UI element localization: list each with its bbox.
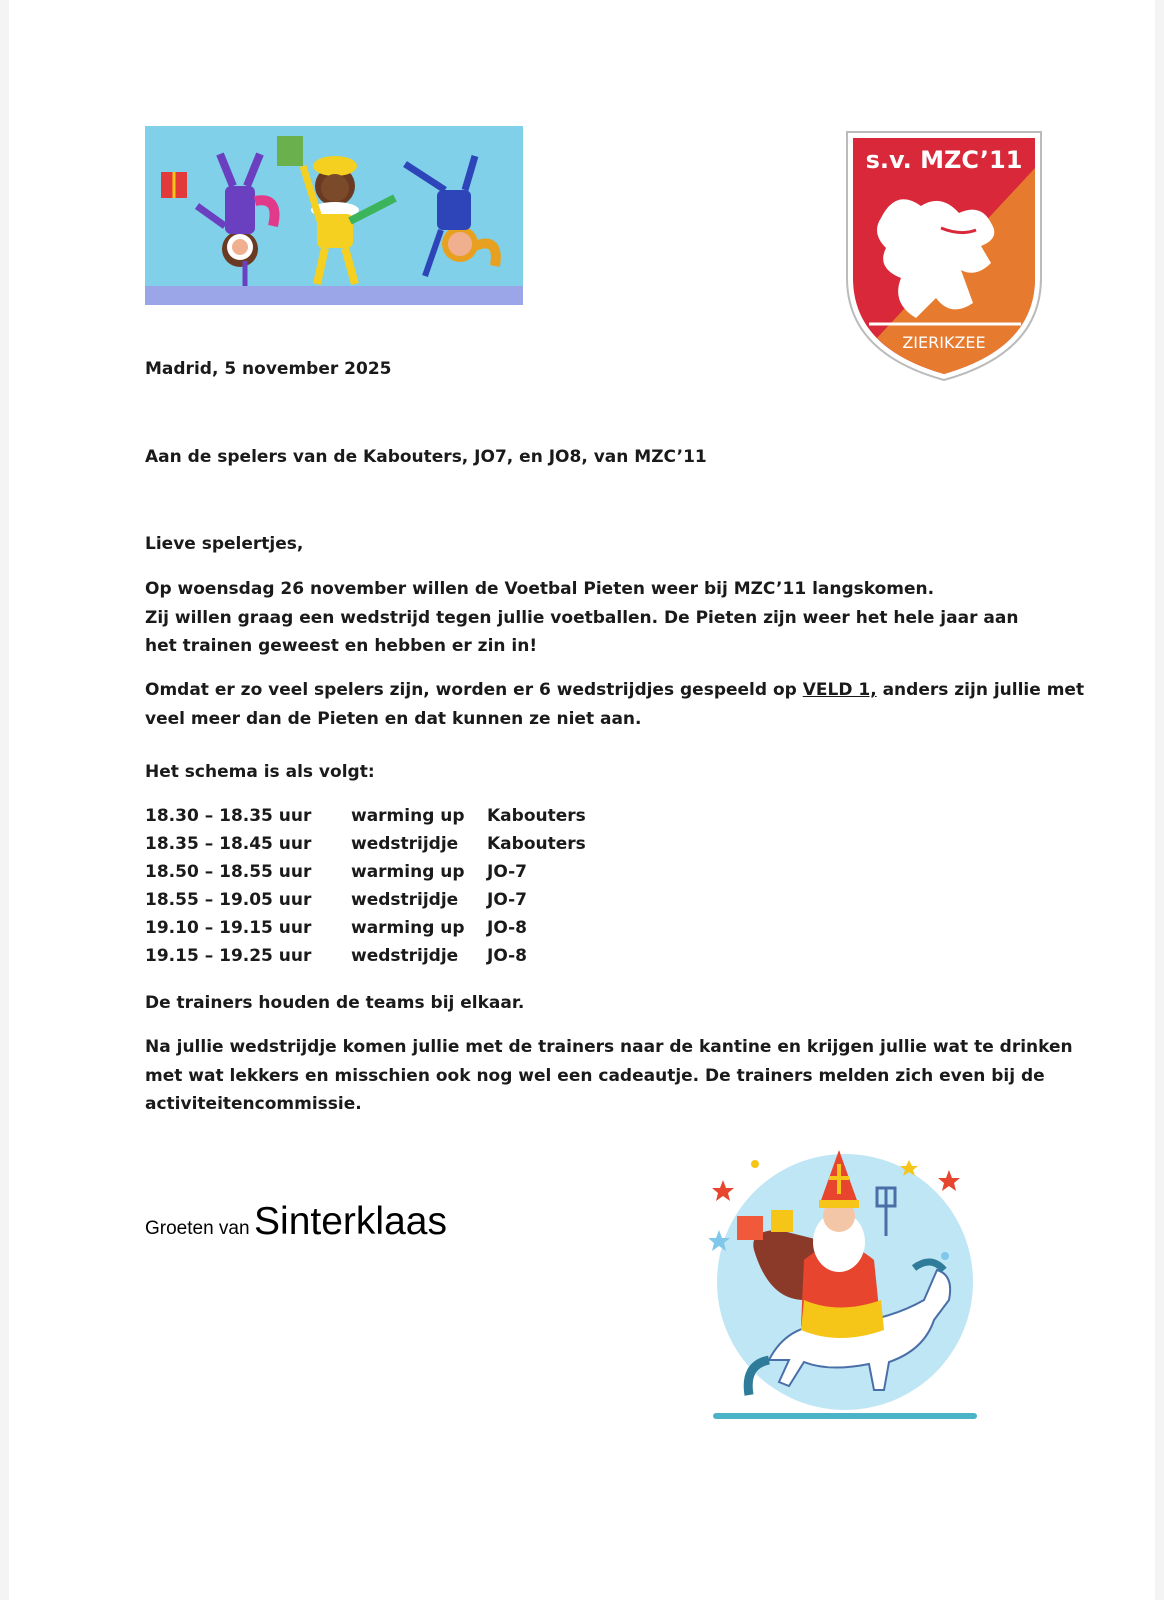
paragraph-canteen (145, 1033, 1073, 1119)
schedule-activity: warming up (351, 806, 465, 826)
schedule-activity: wedstrijdje (351, 834, 459, 854)
paragraph-visit-line: Zij willen graag een wedstrijd tegen jullie voetballen. De Pieten zijn weer het hele jaar aan (145, 607, 1019, 628)
signature-prefix: Groeten van (145, 1218, 250, 1239)
signature (145, 1200, 447, 1244)
place-date: Madrid, 5 november 2025 (145, 359, 392, 379)
schedule-time: 18.55 – 19.05 uur (145, 890, 312, 910)
greeting: Lieve spelertjes, (145, 534, 304, 554)
paragraph-visit-line: Op woensdag 26 november willen de Voetbal Pieten weer bij MZC’11 langskomen. (145, 579, 935, 599)
paragraph-visit-line: het trainen geweest en hebben er zin in! (145, 636, 538, 656)
schedule-time: 19.10 – 19.15 uur (145, 918, 312, 938)
trainers-note: De trainers houden de teams bij elkaar. (145, 993, 525, 1013)
paragraph-canteen-line: activiteitencommissie. (145, 1094, 362, 1114)
schedule-time: 18.50 – 18.55 uur (145, 862, 312, 882)
paragraph-field-line: veel meer dan de Pieten en dat kunnen ze niet aan. (145, 708, 642, 729)
schedule-team: JO-7 (487, 862, 527, 882)
paragraph-canteen-line: Na jullie wedstrijdje komen jullie met de trainers naar de kantine en krijgen jullie wat te drinken (145, 1037, 1073, 1057)
field-label: VELD 1, (802, 680, 877, 700)
schedule-activity: warming up (351, 862, 465, 882)
schedule-time: 18.30 – 18.35 uur (145, 806, 312, 826)
schedule-team: Kabouters (487, 806, 586, 826)
schedule-team: JO-8 (487, 946, 527, 966)
paragraph-field-text: anders zijn jullie met (876, 680, 1085, 700)
document-page (9, 0, 1155, 1600)
paragraph-visit (145, 575, 1018, 661)
paragraph-canteen-line: met wat lekkers en misschien ook nog wel een cadeautje. De trainers melden zich even bij de (145, 1065, 1045, 1086)
schedule-time: 18.35 – 18.45 uur (145, 834, 312, 854)
paragraph-field (145, 676, 1084, 733)
schedule-intro: Het schema is als volgt: (145, 762, 375, 782)
signature-name: Sinterklaas (254, 1200, 447, 1243)
schedule-team: JO-8 (487, 918, 527, 938)
logo-top-text: s.v. MZC’11 (865, 146, 1023, 174)
sinterklaas-image (709, 1150, 989, 1426)
paragraph-field-text: Omdat er zo veel spelers zijn, worden er 6 wedstrijdjes gespeeld op (145, 680, 803, 700)
schedule-activity: wedstrijdje (351, 890, 459, 910)
recipient-line: Aan de spelers van de Kabouters, JO7, en JO8, van MZC’11 (145, 447, 707, 467)
schedule-team: Kabouters (487, 834, 586, 854)
schedule-team: JO-7 (487, 890, 527, 910)
schedule-time: 19.15 – 19.25 uur (145, 946, 312, 966)
club-logo (841, 128, 1047, 384)
pieten-banner-image (145, 126, 523, 305)
schedule-activity: warming up (351, 918, 465, 938)
logo-bottom-text: ZIERIKZEE (902, 333, 986, 352)
schedule-activity: wedstrijdje (351, 946, 459, 966)
